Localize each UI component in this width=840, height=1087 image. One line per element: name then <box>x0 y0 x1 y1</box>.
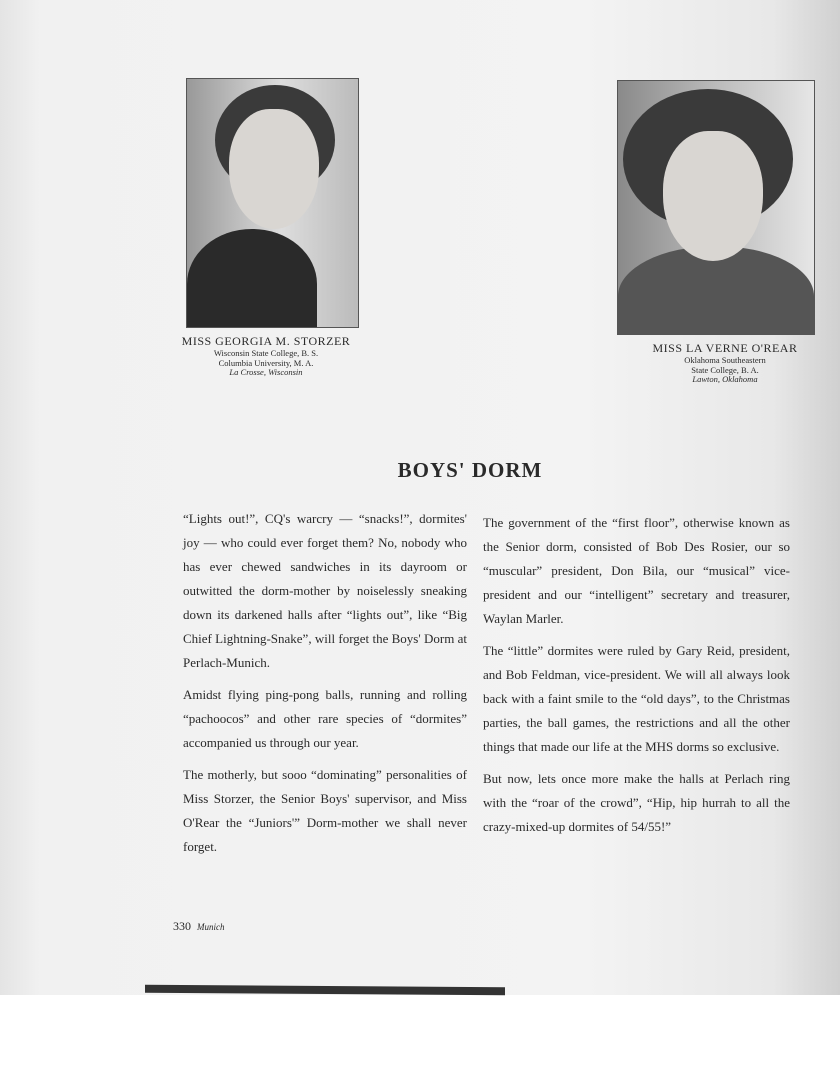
caption-storzer <box>176 335 356 378</box>
left-column <box>183 507 467 867</box>
portrait-degree: Columbia University, M. A. <box>218 357 314 368</box>
portrait-photo-orear <box>617 80 815 335</box>
paragraph: The government of the “first floor”, otherwise known as the Senior dorm, consisted of Bob Des Rosier, our so “muscular” president, Don Bila, our “musical” vice-president and our “intelligent” secretary and treasurer, Waylan Marler. <box>483 515 790 626</box>
portrait-photo-storzer <box>186 78 359 328</box>
page-title: BOYS' DORM <box>397 458 543 482</box>
paragraph: The “little” dormites were ruled by Gary Reid, president, and Bob Feldman, vice-president. We will all always look back with a faint smile to the “old days”, to the Christmas parties, the ball games, the restrictions and all the other things that made our life at the MHS dorms so exclusive. <box>483 643 790 754</box>
page-number: 330 <box>173 919 191 933</box>
paragraph: The motherly, but sooo “dominating” personalities of Miss Storzer, the Senior Boys' supervisor, and Miss O'Rear the “Juniors'” Dorm-mother we shall never forget. <box>183 767 467 854</box>
paragraph: “Lights out!”, CQ's warcry — “snacks!”, dormites' joy — who could ever forget them? No, nobody who has ever chewed sandwiches in its dayroom or outwitted the dorm-mother by noiselessly sneaking down its darkened halls after “lights out”, like “Big Chief Lightning-Snake”, will forget the Boys' Dorm at Perlach-Munich. <box>183 511 467 670</box>
portrait-hometown: La Crosse, Wisconsin <box>229 367 303 378</box>
caption-orear <box>625 342 825 385</box>
portrait-degree: State College, B. A. <box>691 364 759 375</box>
paragraph: Amidst flying ping-pong balls, running and rolling “pachoocos” and other rare species of “dormites” accompanied us through our year. <box>183 687 467 750</box>
portrait-name: MISS LA VERNE O'REAR <box>652 341 798 355</box>
portrait-hometown: Lawton, Oklahoma <box>692 374 758 385</box>
portrait-name: MISS GEORGIA M. STORZER <box>181 334 351 348</box>
portrait-degree: Oklahoma Southeastern <box>684 354 766 365</box>
paragraph: But now, lets once more make the halls at Perlach ring with the “roar of the crowd”, “Hip, hip hurrah to all the crazy-mixed-up dormites of 54/55!” <box>483 771 790 834</box>
section-name: Munich <box>197 922 225 932</box>
page-footer <box>173 919 225 934</box>
portrait-degree: Wisconsin State College, B. S. <box>213 347 319 358</box>
right-column <box>483 511 790 847</box>
